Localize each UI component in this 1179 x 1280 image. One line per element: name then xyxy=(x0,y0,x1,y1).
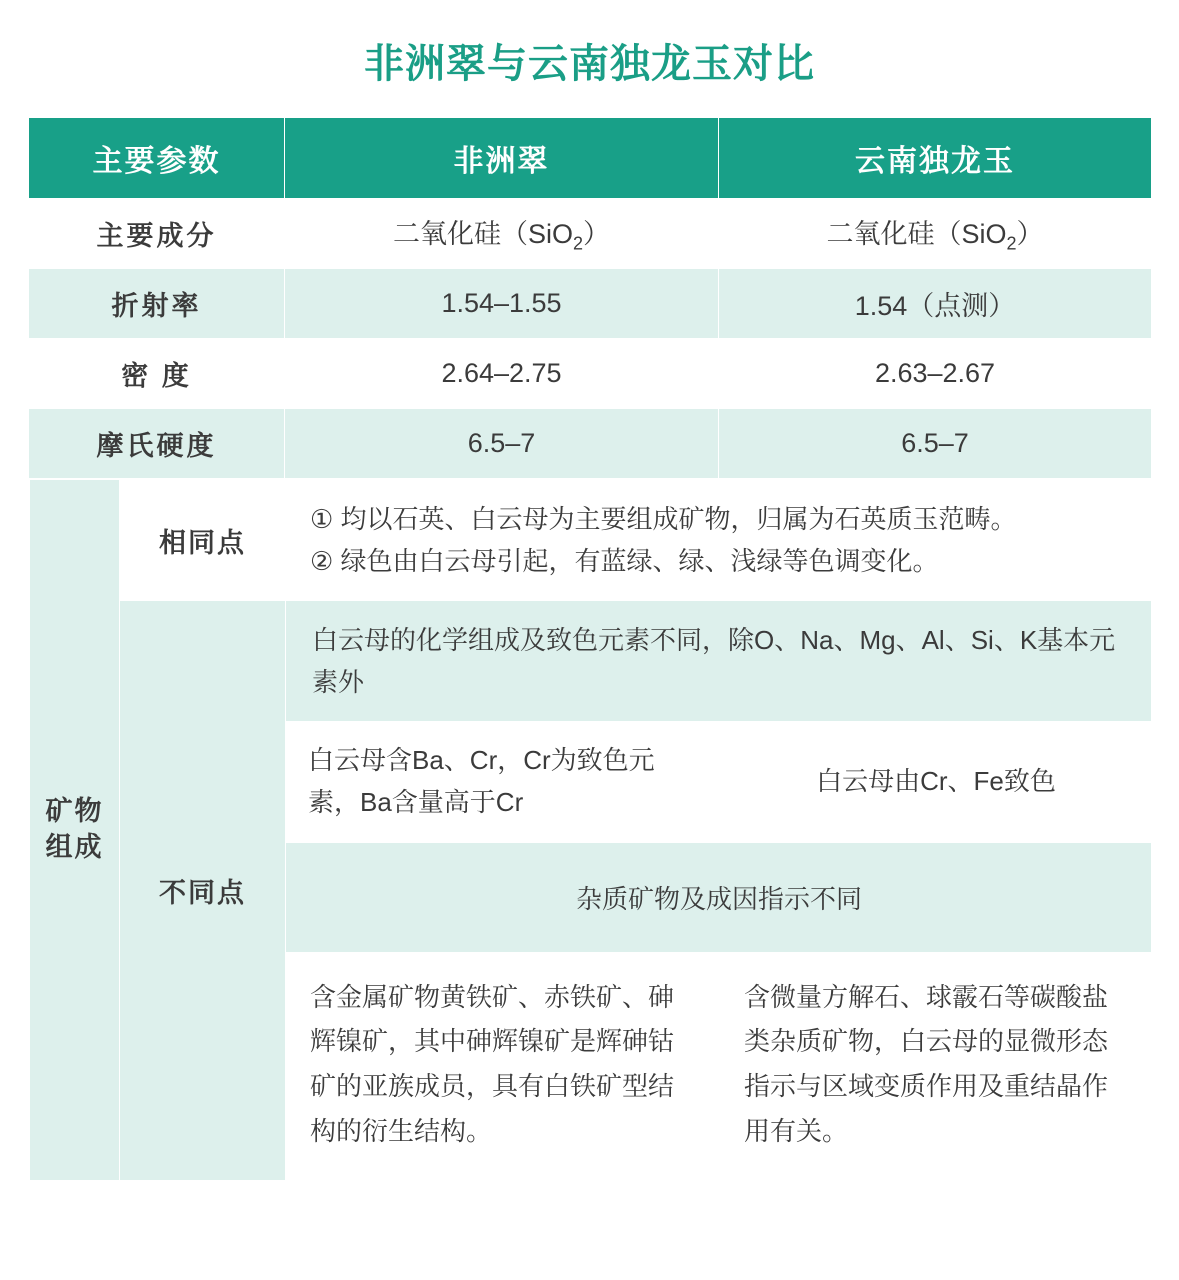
composition-a-pre: 二氧化硅（SiO xyxy=(392,219,573,250)
mineral-same-label: 相同点 xyxy=(120,480,286,601)
mineral-composition-row xyxy=(29,479,1152,1182)
value-composition-b xyxy=(719,199,1152,269)
value-mohs-hardness-b: 6.5–7 xyxy=(719,409,1152,479)
mineral-composition-label: 矿物组成 xyxy=(30,480,120,1181)
value-refractive-index-b: 1.54（点测） xyxy=(719,269,1152,339)
mineral-diff-row-1 xyxy=(30,601,1153,722)
mineral-composition-table xyxy=(29,479,1153,1181)
mineral-diff-label: 不同点 xyxy=(120,601,286,1180)
mineral-diff-mica-b: 白云母由Cr、Fe致色 xyxy=(720,722,1153,842)
table-header xyxy=(29,118,1152,199)
mineral-diff-mica-a: 白云母含Ba、Cr，Cr为致色元素，Ba含量高于Cr xyxy=(286,722,720,842)
mineral-diff-chemistry: 白云母的化学组成及致色元素不同，除O、Na、Mg、Al、Si、K基本元素外 xyxy=(286,601,1153,722)
table-row xyxy=(29,409,1152,479)
value-refractive-index-a: 1.54–1.55 xyxy=(285,269,719,339)
param-refractive-index: 折射率 xyxy=(29,269,285,339)
value-mohs-hardness-a: 6.5–7 xyxy=(285,409,719,479)
table-row xyxy=(29,269,1152,339)
header-param: 主要参数 xyxy=(29,118,285,199)
comparison-table xyxy=(28,117,1152,1182)
header-row xyxy=(29,118,1152,199)
value-composition-a xyxy=(285,199,719,269)
mineral-composition-cell xyxy=(29,479,1152,1182)
composition-b-post: ） xyxy=(1016,219,1044,250)
mineral-same-line-2: ② 绿色由白云母引起，有蓝绿、绿、浅绿等色调变化。 xyxy=(310,546,939,577)
mineral-diff-impurity-a: 含金属矿物黄铁矿、赤铁矿、砷辉镍矿，其中砷辉镍矿是辉砷钴矿的亚族成员，具有白铁矿型结构的衍生结构。 xyxy=(286,952,720,1180)
mineral-same-row xyxy=(30,480,1153,601)
table-body xyxy=(29,199,1152,1182)
composition-b-pre: 二氧化硅（SiO xyxy=(826,219,1007,250)
page-title: 非洲翠与云南独龙玉对比 xyxy=(364,42,815,86)
header-yunnan-jade: 云南独龙玉 xyxy=(719,118,1152,199)
value-density-a: 2.64–2.75 xyxy=(285,339,719,409)
mineral-same-line-1: ① 均以石英、白云母为主要组成矿物，归属为石英质玉范畴。 xyxy=(310,504,1017,534)
param-composition: 主要成分 xyxy=(29,199,285,269)
param-mohs-hardness: 摩氏硬度 xyxy=(29,409,285,479)
table-row xyxy=(29,199,1152,269)
table-row xyxy=(29,339,1152,409)
param-density: 密 度 xyxy=(29,339,285,409)
composition-a-post: ） xyxy=(583,219,611,250)
composition-b-sub: 2 xyxy=(1006,233,1017,254)
mineral-diff-impurity-heading: 杂质矿物及成因指示不同 xyxy=(286,842,1153,952)
mineral-same-content xyxy=(286,480,1153,601)
header-african-jade: 非洲翠 xyxy=(285,118,719,199)
value-density-b: 2.63–2.67 xyxy=(719,339,1152,409)
mineral-diff-impurity-b: 含微量方解石、球霰石等碳酸盐类杂质矿物，白云母的显微形态指示与区域变质作用及重结晶作用有关。 xyxy=(720,952,1153,1180)
composition-a-sub: 2 xyxy=(573,233,584,254)
